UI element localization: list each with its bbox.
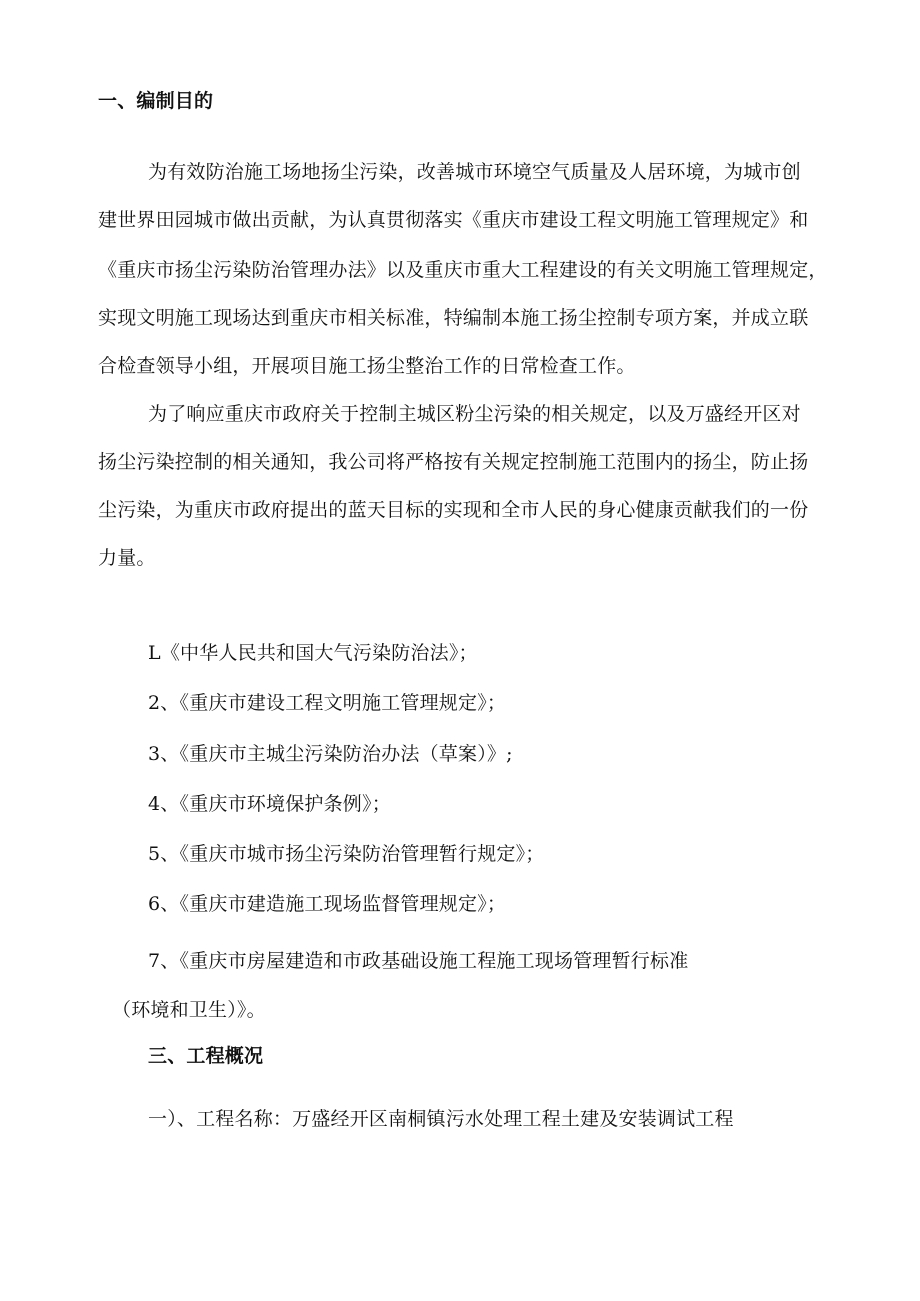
reference-item bbox=[148, 890, 506, 918]
reference-text: 《中华人民共和国大气污染防治法》； bbox=[160, 642, 478, 664]
reference-number: 2、 bbox=[148, 692, 180, 714]
reference-text: 《重庆市建设工程文明施工管理规定》； bbox=[179, 692, 507, 714]
reference-continuation: （环境和卫生）》。 bbox=[112, 999, 266, 1021]
reference-number: L bbox=[148, 642, 161, 664]
reference-item bbox=[148, 947, 688, 975]
reference-item bbox=[148, 689, 506, 717]
paragraph-line: 为有效防治施工场地扬尘污染，改善城市环境空气质量及人居环境，为城市创 bbox=[148, 161, 801, 183]
reference-number: 7、 bbox=[148, 950, 180, 972]
reference-number: 6、 bbox=[148, 893, 180, 915]
paragraph-line: 扬尘污染控制的相关通知，我公司将严格按有关规定控制施工范围内的扬尘，防止扬 bbox=[98, 451, 809, 473]
reference-number: 3、 bbox=[148, 743, 180, 765]
reference-text: 《重庆市建造施工现场监督管理规定》； bbox=[179, 893, 507, 915]
paragraph-line: 建世界田园城市做出贡献，为认真贯彻落实《重庆市建设工程文明施工管理规定》和 bbox=[98, 209, 809, 231]
paragraph-line: 合检查领导小组，开展项目施工扬尘整治工作的日常检查工作。 bbox=[98, 355, 636, 377]
reference-number: 4、 bbox=[148, 793, 180, 815]
paragraph-line: 力量。 bbox=[98, 547, 156, 569]
paragraph-line: 尘污染，为重庆市政府提出的蓝天目标的实现和全市人民的身心健康贡献我们的一份 bbox=[98, 499, 809, 521]
reference-item bbox=[148, 840, 545, 868]
paragraph-line: 为了响应重庆市政府关于控制主城区粉尘污染的相关规定，以及万盛经开区对 bbox=[148, 403, 801, 425]
reference-item bbox=[148, 740, 513, 768]
reference-number: 5、 bbox=[148, 843, 180, 865]
section-heading-purpose: 一、编制目的 bbox=[98, 90, 214, 112]
reference-text: 《重庆市房屋建造和市政基础设施工程施工现场管理暂行标准 bbox=[179, 950, 689, 972]
reference-item bbox=[148, 639, 478, 667]
reference-text: 《重庆市环境保护条例》； bbox=[179, 793, 391, 815]
paragraph-line: 实现文明施工现场达到重庆市相关标准，特编制本施工扬尘控制专项方案，并成立联 bbox=[98, 307, 809, 329]
section-heading-overview: 三、工程概况 bbox=[148, 1045, 264, 1067]
reference-text: 《重庆市城市扬尘污染防治管理暂行规定》； bbox=[179, 843, 545, 865]
reference-text: 《重庆市主城尘污染防治办法（草案）》; bbox=[179, 743, 513, 765]
reference-item bbox=[148, 790, 391, 818]
paragraph-line: 《重庆市扬尘污染防治管理办法》以及重庆市重大工程建设的有关文明施工管理规定， bbox=[98, 259, 828, 281]
project-name-line: 一）、工程名称：万盛经开区南桐镇污水处理工程土建及安装调试工程 bbox=[148, 1108, 734, 1130]
